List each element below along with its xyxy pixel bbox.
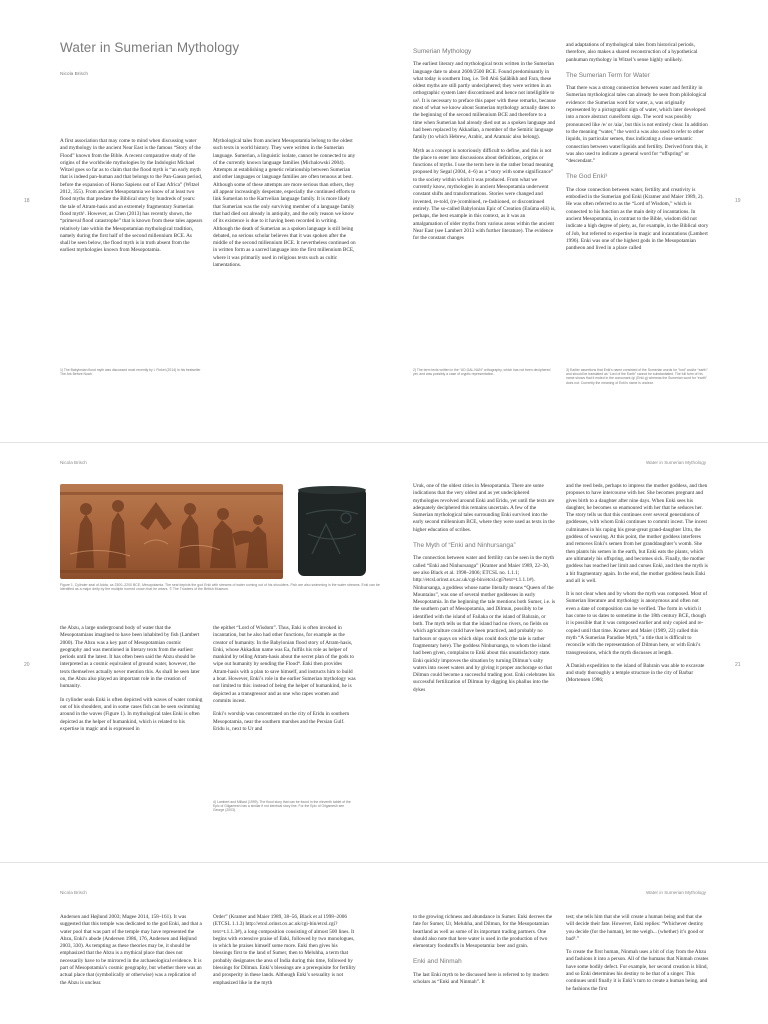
text-column-2 [213, 138, 356, 353]
running-header-right: Water in Sumerian Mythology [646, 460, 707, 465]
paragraph: A first association that may come to mind when discussing water and mythology in the ancient Near East is the famous “Story of the Flood” known from the Bible. A recent comparative study of the origins of the worldwide mythologies by the Indologist Michael Witzel goes so far as to claim that the flood myth is “an early myth that is indeed pan-human and that belongs to the Pan-Gaean period, before the expansion of Homo Sapiens out of East Africa” (Witzel 2012, 355). From ancient Mesopotamia we know of at least two flood myths that predate the Biblical story by hundreds of years: the tale of Atram-hasis and an extremely fragmentary Sumerian flood myth¹. However, as Chen (2013) has recently shown, the “primeval flood catastrophe” that is known from these tales appears relatively late within the Mesopotamian mythological tradition, namely during the first half of the second millennium BCE. As shall be seen below, the flood myth is in truth absent from the earliest mythologies known from Mesopotamia. [60, 138, 203, 254]
page-number-right: 19 [735, 198, 741, 204]
paragraph: In cylinder seals Enki is often depicted with waves of water coming out of his shoulders, and in some cases fish can be seen swimming around in the waves (Figure 1). In mythological tales Enki is often depicted as the helper of humankind, which is related to his expertise in magic and is expressed in [60, 696, 203, 732]
figure-1 [60, 484, 380, 579]
paragraph: That there was a strong connection between water and fertility in Sumerian mythological tales can already be seen from philological evidence: the Sumerian word for water, a, was originally represented by a pictographic sign of water, which later developed into a more abstract cuneiform sign. The word was possibly pronounced like /e/ or /aia/, but this is not entirely clear. In addition to the meaning “water,” the word a was also used to refer to other liquids, in particular semen, thus indicating a close semantic connection between water/liquids and fertility. Derived from this, it was also used to indicate a general word for “offspring” or “descendant.” [566, 85, 708, 165]
running-header-left: Nicola Brisch [60, 890, 87, 895]
text-column-1 [60, 138, 203, 353]
paragraph: The earliest literary and mythological texts written in the Sumerian language date to about 2600/2500 BCE. Found predominantly in what today is southern Iraq, i.e. Tell Abū Ṣalābīkh and Fara, these oldest myths are still partly undeciphered; they were written in an orthographic system later discontinued and hence not intelligible to us². It is necessary to preface this paper with these remarks, because most of what we know about Sumerian mythology actually dates to the beginning of the second millennium BCE and therefore to a time when Sumerian had already died out as a spoken language and had been replaced by Akkadian, a member of the Semitic language family (to which Hebrew, Arabic, and Aramaic also belong). [413, 61, 556, 141]
article-title: Water in Sumerian Mythology [60, 40, 240, 55]
text-column-2 [213, 914, 356, 1024]
text-column-1 [60, 914, 203, 1024]
figure-caption: Figure 1. Cylinder seal of Adda, ca 2300–2200 BCE, Mesopotamia. The seal depicts the god Enki with streams of water coming out of his shoulders. Fish are also swimming in the water streams. Enki can be identified as a major deity by the multiple horned crown that he wears. © The Trustees of the British Museum. [60, 583, 380, 592]
cylinder-seal-illustration [286, 484, 380, 579]
paragraph: Andersen and Højlund 2003; Magee 2014, 158–161). It was suggested that this temple was dedicated to the god Enki, and that a water pool that was part of the temple may have represented the Abzu, Enki’s abode (Andersen 1986, 176, Andersen and Højlund 2003, 330). As tempting as these theories may be, it should be emphasized that the Abzu is a mythical place that does not necessarily have to be mirrored in the archaeological evidence. It is part of Mesopotamia’s cosmic geography, but whether there was an actual place that (symbolically or otherwise) was a replication of the Abzu is unclear. [60, 914, 202, 986]
text-column-1 [60, 625, 203, 839]
seal-impression-illustration [60, 484, 283, 579]
paragraph: the epithet “Lord of Wisdom”. Thus, Enki is often invoked in incantation, but he also had other functions, for example as the creator of humanity. In the Babylonian flood story of Atram-hasis, Enki, whose Akkadian name was Ea, fulfils his role as helper of mankind by telling Atram-hasis about the secret plan of the gods to wipe out humanity by sending the Flood⁴. Enki then provides Atram-hasis with a plan to save himself, and instructs him to build a boat. However, Enki’s role in the earlier Sumerian mythology was not limited to this: instead of being the helper of humankind, he is depicted as a transgressor and as one who rapes women and commits incest. [213, 625, 356, 704]
footnote: 4) Lambert and Millard (1999). The flood story that can be found in the eleventh tablet of the Epic of Gilgamesh has a similar if not identical story line. For the Epic of Gilgamesh see George (2003). [213, 800, 351, 813]
text-column-2 [213, 625, 356, 785]
article-author: Nicola Brisch [60, 72, 88, 77]
paragraph: Enki’s worship was concentrated on the city of Eridu in southern Mesopotamia, near the southern marshes and the Persian Gulf. Eridu is, next to Ur and [213, 711, 350, 732]
text-column-3 [413, 914, 556, 1024]
running-header-left: Nicola Brisch [60, 460, 87, 465]
running-header-right: Water in Sumerian Mythology [646, 890, 707, 895]
page-number-right: 21 [735, 662, 741, 668]
text-column-4 [566, 483, 709, 839]
paragraph: A Danish expedition to the island of Bahrain was able to excavate and study thoroughly a temple structure in the city of Barbar (Mortensen 1986; [566, 662, 705, 684]
section-heading: Sumerian Mythology [413, 48, 472, 55]
footnote: 2) The term texts written in the “UD.GAL.NUN” orthography, which has not been deciphered yet, and was possibly a case of cryptic representation. [413, 368, 551, 377]
section-heading: The Myth of “Enki and Ninhursanga” [413, 542, 516, 550]
footnote: 1) The Babylonian flood myth was discussed most recently by I. Finkel (2014) in his bestseller The Ark Before Noah. [60, 368, 201, 377]
paragraph: The close connection between water, fertility and creativity is embodied in the Sumerian god Enki (Kramer and Maier 1989, 2). He was often referred to as the “Lord of Wisdom,” which is connected to his function as the main deity of incantations. In ancient Mesopotamia, in contrast to the Bible, wisdom did not indicate a high degree of piety, as, for example, in the Biblical story of Job, but referred to expertise in magic and incantations (Lambert 1996). Enki was one of the highest gods in the Mesopotamian pantheon and lived in a place called [566, 186, 709, 252]
spread-pages-18-19 [0, 0, 768, 385]
text-column-3 [413, 48, 556, 363]
paragraph: Mythological tales from ancient Mesopotamia belong to the oldest such texts in world history. They were written in the Sumerian language. Sumerian, a linguistic isolate, cannot be connected to any of the currently known language families (Michalowski 2004). Attempts at establishing a genetic relationship between Sumerian and other languages or language families are often tenuous at best. Although some of these attempts are more serious than others, they all appear increasingly desperate, especially the continued efforts to link Sumerian to the Kartvelian language family. It is more likely that Sumerian was the only surviving member of a language family that had died out already in antiquity, and the only reason we know of its existence is due to it having been recorded in writing. Although the death of Sumerian as a spoken language is still being debated, no serious scholar believes that it was spoken after the middle of the second millennium BCE. It nevertheless continued on in written form as a sacred language into the first millennium BCE, where it was primarily used in religious texts such as cultic lamentations. [213, 138, 356, 269]
paragraph: Uruk, one of the oldest cities in Mesopotamia. There are some indications that the very oldest and as yet undeciphered mythologies revolved around Enki and Eridu, yet until the texts are adequately deciphered this remains uncertain. A few of the Sumerian mythological tales surrounding Enki survived into the early second millennium BCE, where they were used as texts in the higher education of scribes. [413, 483, 555, 533]
cylinder-seal-image [286, 484, 380, 579]
paragraph: to the growing richness and abundance in Sumer. Enki decrees the fate for Sumer, Ur, Meluhha, and Dilmun, for the Mesopotamian heartland as well as some of its important trading partners. One should also note that here water is used in the production of two elementary foodstuffs in Mesopotamia: beer and grain. [413, 914, 553, 950]
paragraph: and the reed beds, perhaps to impress the mother goddess, and then proposes to have intercourse with her. She becomes pregnant and gives birth to a daughter after nine days. When Enki sees his daughter, he becomes so enamoured with her that he seduces her. The story tells us that this continues over several generations of goddesses, with whom Enki continues to commit incest. The incest culminates in his raping his great-great grand-daughter Uttu, the goddess of weaving. At this point, the mother goddess interferes and removes Enki’s semen from her granddaughter’s womb. She then plants his semen in the earth, but Enki eats the plants, which are ultimately his offspring, and becomes sick. Finally, the mother goddess has reached her limit and curses Enki, and then the myth is a bit fragmentary again. In the end, the mother goddess heals Enki and all is well. [566, 483, 708, 584]
paragraph: The last Enki myth to be discussed here is referred to by modern scholars as “Enki and Ninmah”. It [413, 971, 549, 986]
page-number-left: 18 [24, 198, 30, 204]
seal-impression-image [60, 484, 283, 579]
paragraph: Myth as a concept is notoriously difficult to define, and this is not the place to enter into discussions about definitions, origins or functions of myths. I use the term here in the rather broad meaning proposed by Segal (2004, 4–6) as a “story with some significance” to the society within which it was produced. From what we currently know, mythologies in ancient Mesopotamia underwent constant shifts and transformations. Stories were changed and invented, re-told, (re-)combined, re-fashioned, or discontinued entirely. The so-called Babylonian Epic of Creation (Enūma eliš) is, perhaps, the best example in this context, as it was an amalgamation of older myths from various areas within the ancient Near East (see Lambert 2013 with further literature). The evidence for the constant changes [413, 147, 556, 242]
footnote: 3) Earlier assertions that Enki’s name consisted of the Sumerian words for “lord” and/or “earth” and should be translated as “Lord of the Earth” cannot be substantiated. The full form of his name shows that it ended in the consonant /g/ (Enki.g) whereas the Sumerian word for “earth” does not. Currently the meaning of Enki’s name is unclear. [566, 368, 708, 385]
text-column-3 [413, 483, 556, 839]
paragraph: and adaptations of mythological tales from historical periods, therefore, also makes a shared reconstruction of a hypothetical panhuman mythology in Witzel’s sense highly unlikely. [566, 42, 698, 63]
section-heading: The God Enki³ [566, 173, 608, 181]
section-heading: Enki and Ninmah [413, 958, 462, 966]
text-column-4 [566, 42, 709, 363]
paragraph: To create the first human, Ninmah uses a bit of clay from the Abzu and fashions it into a person. All of the humans that Ninmah creates have some bodily defect. For example, her second creation is blind, and so Enki determines his destiny to be that of a singer. This continues until finally it is Enki’s turn to create a human being, and he fashions the first [566, 949, 709, 992]
paragraph: The connection between water and fertility can be seen in the myth called “Enki and Ninhursanga” (Kramer and Maier 1989, 22–30, see also Black et al. 1998–2006; ETCSL no. 1.1.1; http://etcsl.orinst.ox.ac.uk/cgi-bin/etcsl.cgi?text=t.1.1.1#). Ninhursanga, a goddess whose name literally means “Queen of the Mountains”, was one of several mother goddesses in early Mesopotamia. In the beginning the tale mentions both Sumer, i.e. is the southern part of Mesopotamia, and Dilmun, possibly to be identified with the island of Failaka or the island of Bahrain, or both. The myth tells us that the island had no rivers, no fields on which agriculture could have been practiced, and probably no harbours or quays on which ships could dock (the tale is rather fragmentary here). The goddess Ninhursanga, to whom the island had been given, complains to Enki about this unsatisfactory state. Enki quickly improves the situation by turning Dilmun’s salty waters into sweet waters and by giving it proper anchorage so that Dilmun could become a successful trading post. Enki celebrates his successful fertilization of Dilmun by digging his phallus into the dykes [413, 555, 556, 693]
paragraph: test; she tells him that she will create a human being and that she will decide their fate. However, Enki replies: “Whichever destiny you decide (for the human), let me weigh... (whether) it’s good or bad⁵.” [566, 914, 704, 942]
text-column-4 [566, 914, 709, 1024]
page-number-left: 20 [24, 662, 30, 668]
paragraph: the Abzu, a large underground body of water that the Mesopotamians imagined to have been inhabited by fish (Lambert 2000). The Abzu was a key part of Mesopotamian cosmic geography and was mentioned in literary texts from the earliest periods until the latest. It has often been said the Abzu should be interpreted as a cosmic equivalent of ground water, however, the texts themselves actually never mention this. As shall be seen later on, the Abzu also played an important role in the creation of humanity. [60, 625, 200, 690]
paragraph: Order” (Kramer and Maier 1989, 38–56, Black et al 1998–2006 (ETCSL 1.1.3) http://etcsl.orinst.ox.ac.uk/cgi-bin/etcsl.cgi?text=t.1.1.3#), a long composition consisting of almost 500 lines. It begins with extensive praise of Enki, followed by two monologues, in which he praises himself some more. Enki then gives his blessings first to the land of Sumer, then to Meluhha, a term that probably designates the area of India during this time, followed by blessings for Dilmun. Enki’s blessings are a prerequisite for fertility and prosperity in these lands. Although Enki’s sexuality is not emphasized like in the myth [213, 914, 356, 986]
paragraph: It is not clear when and by whom the myth was composed. Most of Sumerian literature and mythology is anonymous and often not even a date of composition can be verified. The form in which it has come to us dates to sometime in the 18th century BCE, though it is possible that it was composed earlier and only copied and re-copied until that time. Kramer and Maier (1989, 22) called this myth “A Sumerian Paradise Myth,” a title that is difficult to reconcile with the representation of Dilmun here, or with Enki’s transgressions, which the myth discusses at length. [566, 591, 708, 656]
section-heading: The Sumerian Term for Water [566, 71, 650, 79]
